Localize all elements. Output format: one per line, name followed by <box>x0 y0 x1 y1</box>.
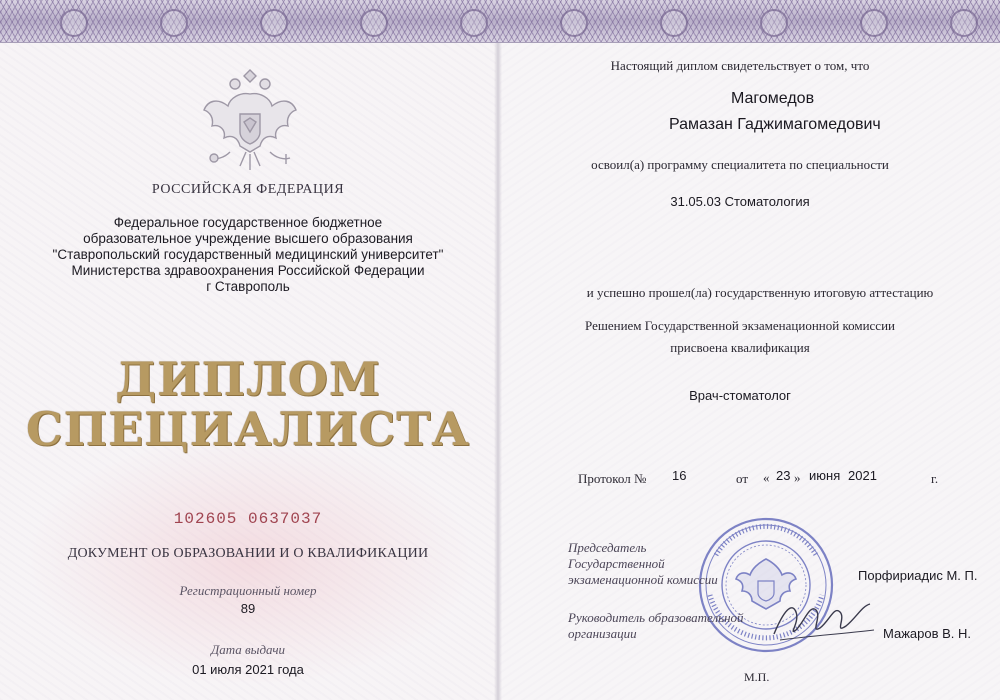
protocol-year: 2021 <box>848 468 877 483</box>
head-name: Мажаров В. Н. <box>883 626 972 641</box>
signature-scribble <box>770 590 880 650</box>
issue-date: 01 июля 2021 года <box>192 662 304 677</box>
decision-line-1: Решением Государственной экзаменационной комиссии <box>585 318 895 333</box>
head-label-line-2: организации <box>568 626 637 641</box>
org-line-5: г Ставрополь <box>206 279 290 294</box>
chair-label-line-3: экзаменационной комиссии <box>568 572 718 587</box>
holder-surname: Магомедов <box>731 90 815 107</box>
protocol-from-label: от <box>736 471 749 486</box>
quote-open: « <box>763 470 770 485</box>
holder-given-names: Рамазан Гаджимагомедович <box>669 116 881 133</box>
intro-text: Настоящий диплом свидетельствует о том, что <box>610 58 870 73</box>
registration-number: 89 <box>240 601 256 616</box>
serial-number: 102605 0637037 <box>173 510 323 528</box>
org-line-4: Министерства здравоохранения Российской Федерации <box>71 263 425 278</box>
registration-label: Регистрационный номер <box>179 583 317 598</box>
quote-close: » <box>794 470 801 485</box>
protocol-month: июня <box>809 468 841 483</box>
protocol-label: Протокол № <box>578 471 647 486</box>
chair-name: Порфириадис М. П. <box>858 568 978 583</box>
specialty: 31.05.03 Стоматология <box>670 194 810 209</box>
org-line-3: "Ставропольский государственный медицинский университет" <box>52 247 444 262</box>
protocol-day: 23 <box>776 468 791 483</box>
coat-of-arms-icon <box>200 68 300 178</box>
chair-label-line-2: Государственной <box>568 556 665 571</box>
issue-date-label: Дата выдачи <box>210 642 286 657</box>
year-suffix: г. <box>931 471 939 486</box>
protocol-number: 16 <box>672 468 687 483</box>
diploma-title-line-2: СПЕЦИАЛИСТА <box>26 402 470 456</box>
chair-label-line-1: Председатель <box>568 540 647 555</box>
seal-mark: М.П. <box>744 670 770 684</box>
attestation-line: и успешно прошел(ла) государственную итоговую аттестацию <box>586 285 934 300</box>
program-line: освоил(а) программу специалитета по специальности <box>591 157 889 172</box>
decision-line-2: присвоена квалификация <box>670 340 810 355</box>
head-label-line-1: Руководитель образовательной <box>568 610 744 625</box>
qualification: Врач-стоматолог <box>689 388 791 403</box>
org-line-2: образовательное учреждение высшего образования <box>83 231 413 246</box>
guilloche-border <box>0 0 1000 43</box>
org-line-1: Федеральное государственное бюджетное <box>113 215 383 230</box>
diploma-title-line-1: ДИПЛОМ <box>115 352 381 406</box>
country-name: РОССИЙСКАЯ ФЕДЕРАЦИЯ <box>151 182 345 197</box>
document-type: ДОКУМЕНТ ОБ ОБРАЗОВАНИИ И О КВАЛИФИКАЦИИ <box>67 546 429 561</box>
